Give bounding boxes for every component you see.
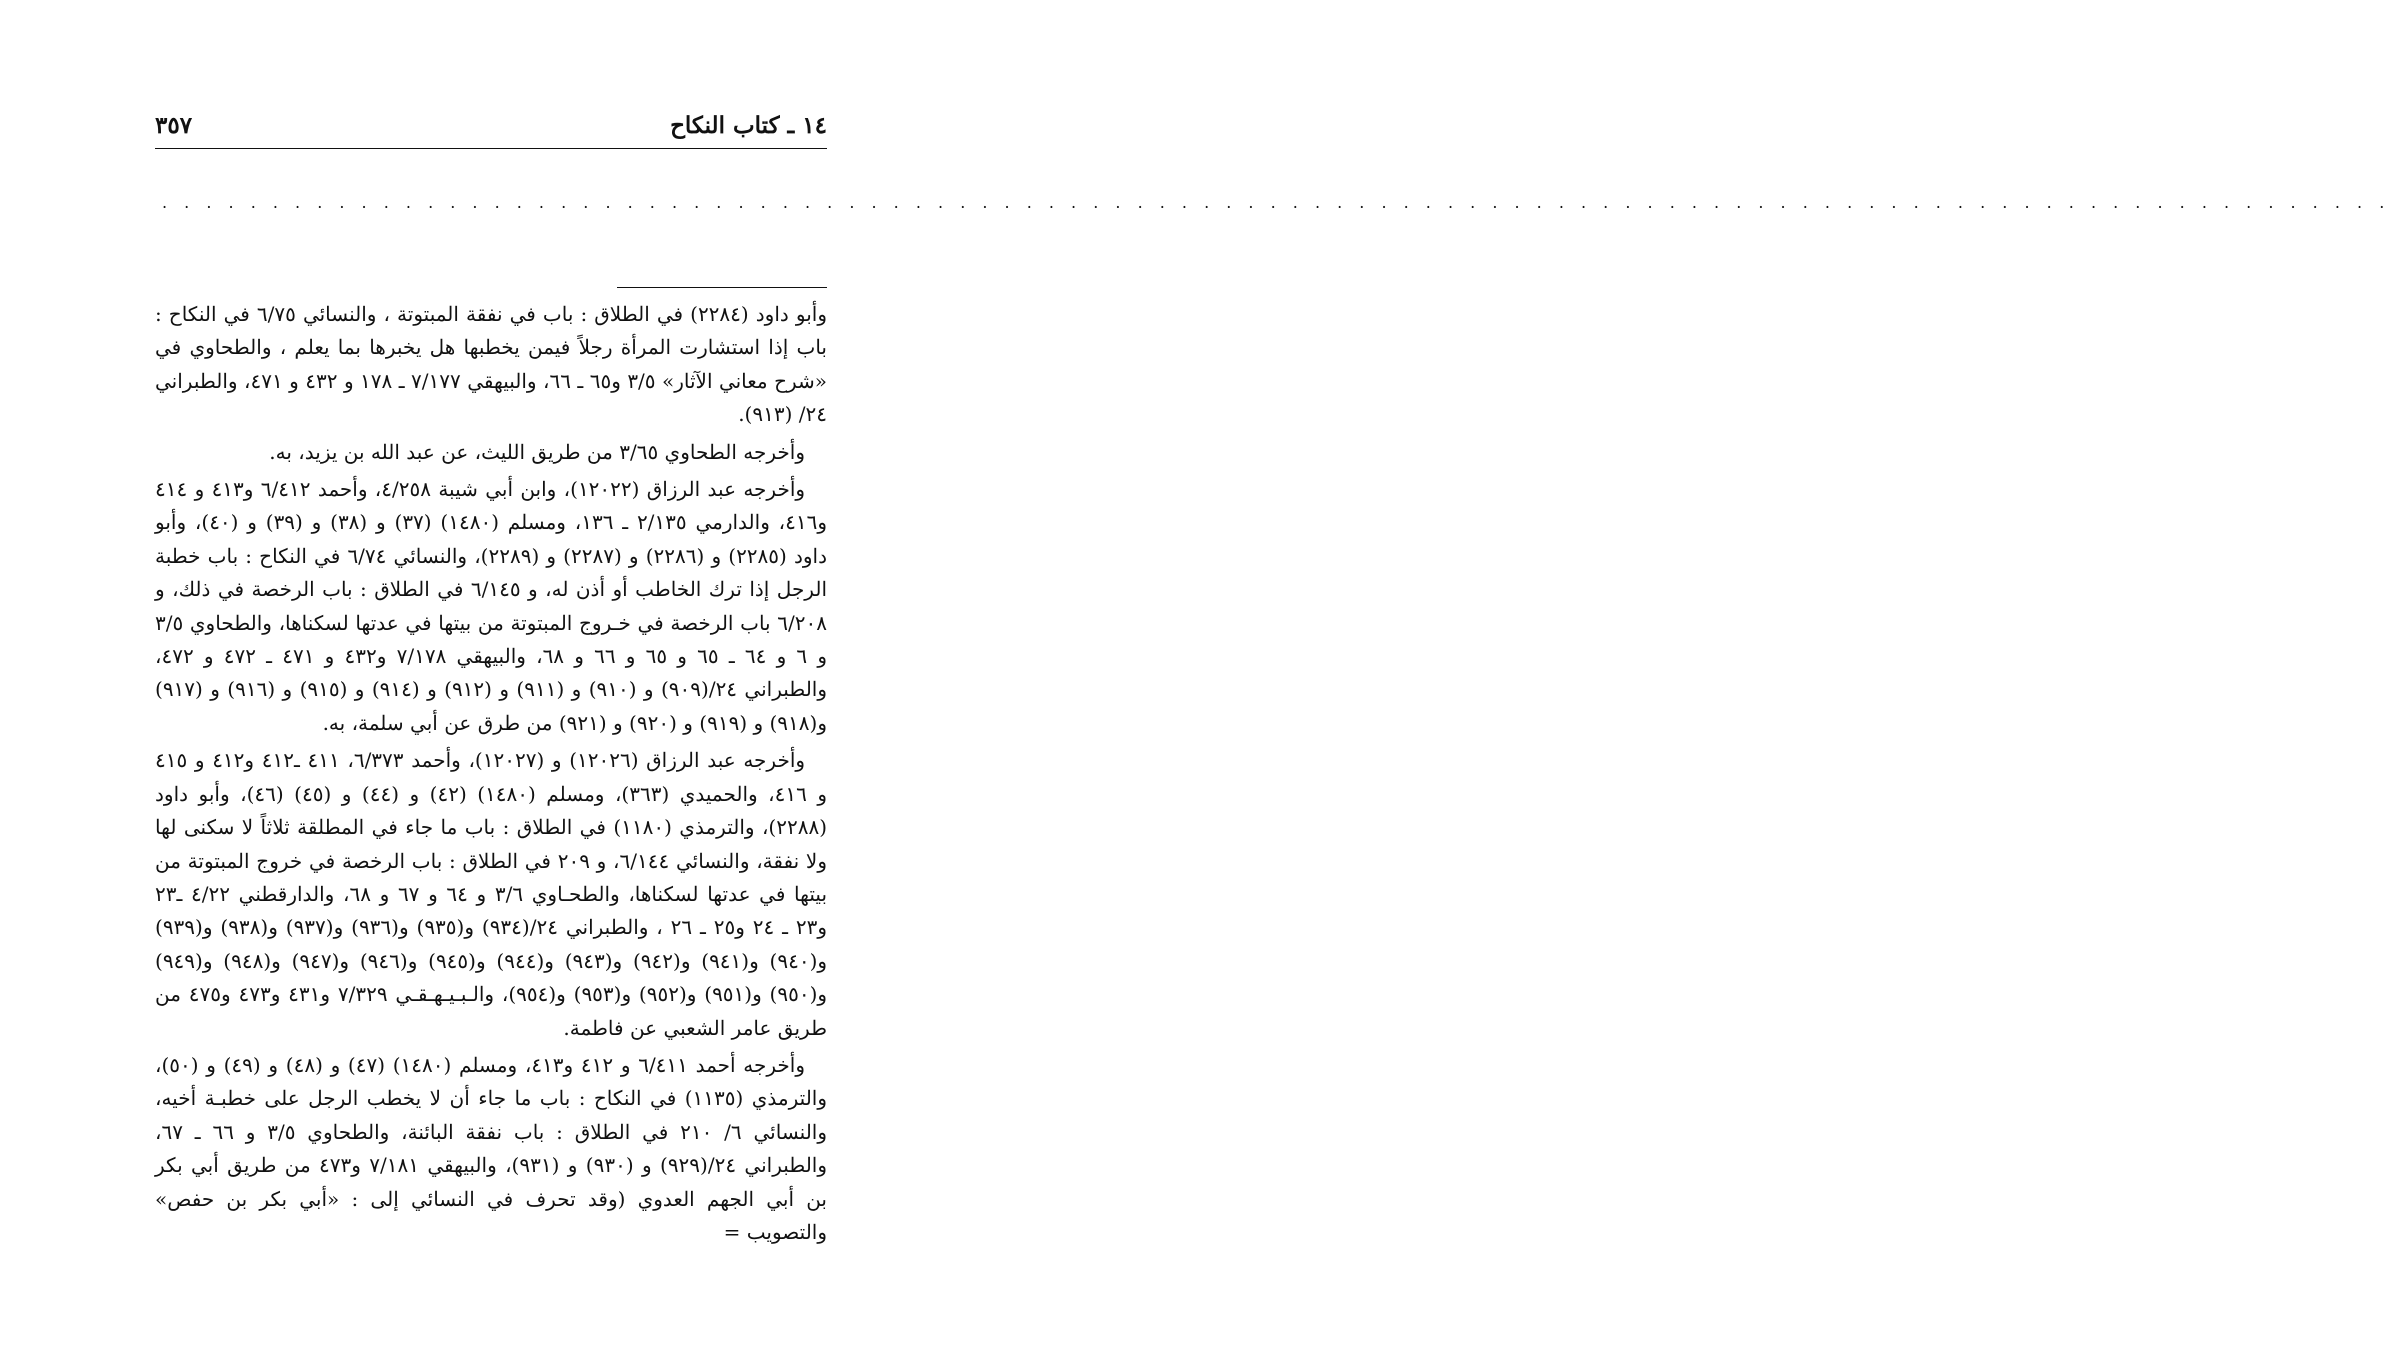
footnote-paragraph-4: وأخرجه عبد الرزاق (١٢٠٢٦) و (١٢٠٢٧)، وأحمد ٦/٣٧٣، ٤١١ ـ٤١٢ و٤١٢ و ٤١٥ و ٤١٦، والحميدي (٣٦٣)، ومسلم (١٤٨٠) (٤٢) و (٤٤) و (٤٥) (٤٦)، وأبو داود (٢٢٨٨)، والترمذي (١١٨٠) في الطلاق : باب ما جاء في المطلقة ثلاثاً لا سكنى لها ولا نفقة، والنسائي ٦/١٤٤، و ٢٠٩ في الطلاق : باب الرخصة في خروج المبتوتة من بيتها في عدتها لسكناها، والطحـاوي ٣/٦ و ٦٤ و ٦٧ و ٦٨، والدارقطني ٤/٢٢ ـ٢٣ و٢٣ ـ ٢٤ و٢٥ ـ ٢٦ ، والطبراني ٢٤/(٩٣٤) و(٩٣٥) و(٩٣٦) و(٩٣٧) و(٩٣٨) و(٩٣٩) و(٩٤٠) و(٩٤١) و(٩٤٢) و(٩٤٣) و(٩٤٤) و(٩٤٥) و(٩٤٦) و(٩٤٧) و(٩٤٨) و(٩٤٩) و(٩٥٠) و(٩٥١) و(٩٥٢) و(٩٥٣) و(٩٥٤)، والـبـيـهـقـي ٧/٣٢٩ و٤٣١ و٤٧٣ و٤٧٥ من طريق عامر الشعبي عن فاطمة. [155, 748, 828, 1040]
page-header [155, 108, 827, 149]
page-number: ٣٥٧ [155, 112, 193, 139]
footnote-paragraph-3: وأخرجه عبد الرزاق (١٢٠٢٢)، وابن أبي شيبة ٤/٢٥٨، وأحمد ٦/٤١٢ و٤١٣ و ٤١٤ و٤١٦، والدارمي ٢/١٣٥ ـ ١٣٦، ومسلم (١٤٨٠) (٣٧) و (٣٨) و (٣٩) و (٤٠)، وأبو داود (٢٢٨٥) و (٢٢٨٦) و (٢٢٨٧) و (٢٢٨٩)، والنسائي ٦/٧٤ في النكاح : باب خطبة الرجل إذا ترك الخاطب أو أذن له، و ٦/١٤٥ في الطلاق : باب الرخصة في ذلك، و ٦/٢٠٨ باب الرخصة في خـروج المبتوتة من بيتها في عدتها لسكناها، والطحاوي ٣/٥ و ٦ و ٦٤ ـ ٦٥ و ٦٥ و ٦٦ و ٦٨، والبيهقي ٧/١٧٨ و٤٣٢ و ٤٧١ ـ ٤٧٢ و ٤٧٢، والطبراني ٢٤/(٩٠٩) و (٩١٠) و (٩١١) و (٩١٢) و (٩١٤) و (٩١٥) و (٩١٦) و (٩١٧) و(٩١٨) و (٩١٩) و (٩٢٠) و (٩٢١) من طرق عن أبي سلمة، به. [155, 477, 828, 735]
chapter-title: ١٤ ـ كتاب النكاح [670, 112, 827, 139]
dotted-separator: . . . . . . . . . . . . . . . . . . . . . . . . . . . . . . . . . . . . . . . . . . . . . . . . . . . . . . . . . . . . . . . . . . . . . . . . . . . . . . . . . . . . . . . . . . . . . . . . . . . . . [162, 193, 2390, 212]
footnote-paragraph-5: وأخرجه أحمد ٦/٤١١ و ٤١٢ و٤١٣، ومسلم (١٤٨٠) (٤٧) و (٤٨) و (٤٩) و (٥٠)، والترمذي (١١٣٥) في النكاح : باب ما جاء أن لا يخطب الرجل على خطبـة أخيه، والنسائي ٦/ ٢١٠ في الطلاق : باب نفقة البائنة، والطحاوي ٣/٥ و ٦٦ ـ ٦٧، والطبراني ٢٤/(٩٢٩) و (٩٣٠) و (٩٣١)، والبيهقي ٧/١٨١ و٤٧٣ من طريق أبي بكر بن أبي الجهم العدوي (وقد تحرف في النسائي إلى : «أبي بكر بن حفص» والتصويب = [155, 1052, 828, 1244]
footnote-rule [617, 287, 827, 288]
footnote-paragraph-1: وأبو داود (٢٢٨٤) في الطلاق : باب في نفقة المبتوتة ، والنسائي ٦/٧٥ في النكاح : باب إذا استشارت المرأة رجلاً فيمن يخطبها هل يخبرها بما يعلم ، والطحاوي في «شرح معاني الآثار» ٣/٥ و٦٥ ـ ٦٦، والبيهقي ٧/١٧٧ ـ ١٧٨ و ٤٣٢ و ٤٧١، والطبراني ٢٤/ (٩١٣). [155, 302, 828, 427]
footnote-paragraph-2: وأخرجه الطحاوي ٣/٦٥ من طريق الليث، عن عبد الله بن يزيد، به. [269, 439, 805, 464]
footnotes-section [155, 298, 827, 1253]
